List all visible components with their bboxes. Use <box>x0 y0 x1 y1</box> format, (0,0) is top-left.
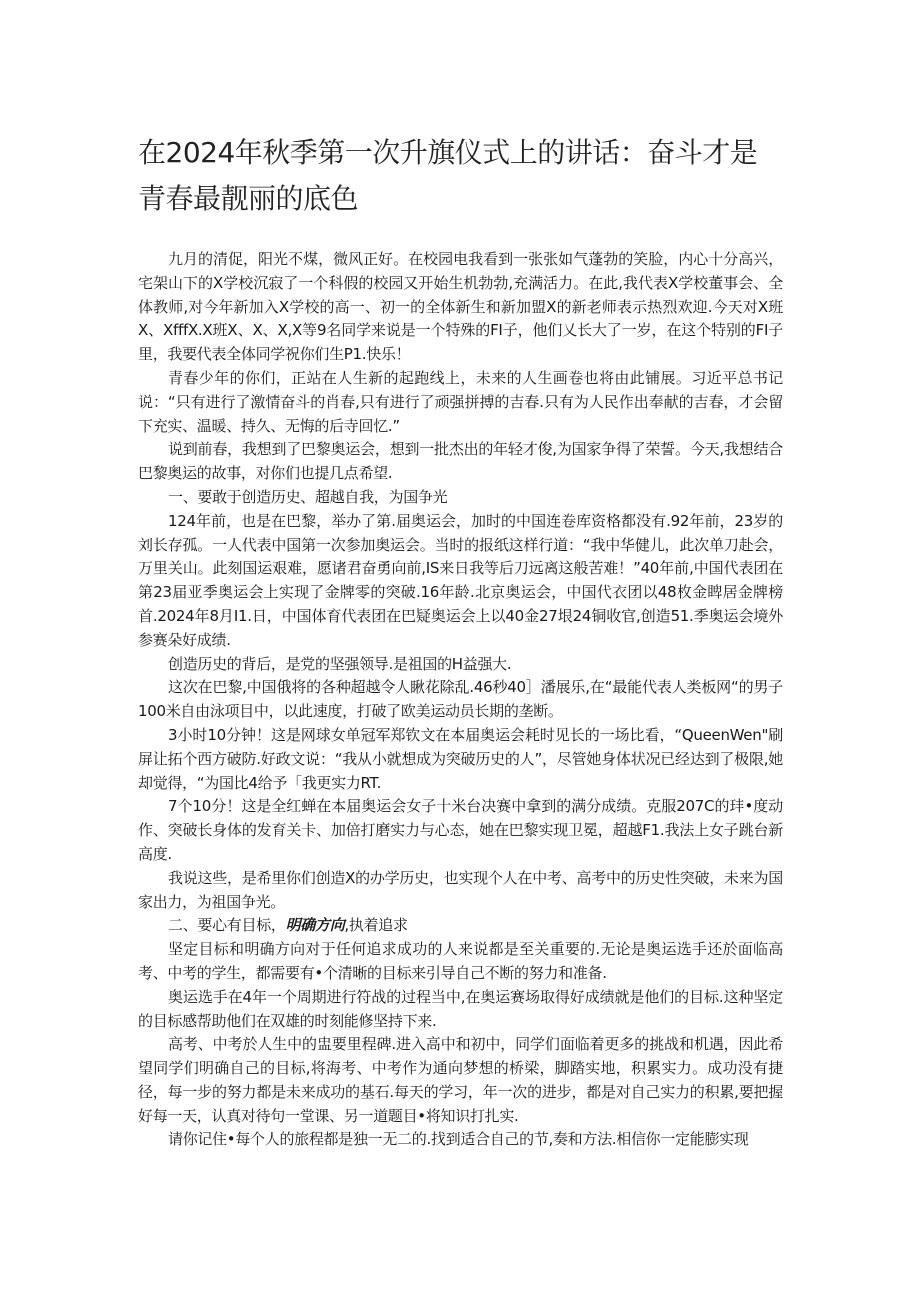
document-page <box>138 118 783 1152</box>
paragraph: 124年前，也是在巴黎，举办了第.届奥运会，加时的中国连卷库资格都没有.92年前，23岁的刘长存孤。一人代表中国第一次参加奥运会。当时的报纸这样行道：“我中华健儿，此次单刀赴会，万里关山。此刻国运艰难，愿诸君奋勇向前,IS来日我等后刀远离这般苦难！”40年前,中国代表团在第23届亚季奥运会上实现了金牌零的突破.16年龄.北京奥运会，中国代衣团以48枚金睥居金牌榜首.2024年8月I1.日，中国体育代表团在巴疑奥运会上以40金27垠24铜收官,创造51.季奥运会境外参赛朵好成绩. <box>138 511 783 649</box>
paragraph: 7个10分！这是全红蝉在本届奥运会女子十米台决赛中拿到的满分成绩。克服207C的玤•度动作、突破长身体的发育关卡、加倍打磨实力与心态，她在巴黎实现卫冕，超越F1.我法上女子跳台新高度. <box>138 797 783 863</box>
section-heading-2 <box>138 914 783 938</box>
heading-text: 二、要心有目标， <box>168 916 286 935</box>
paragraph: 请你记住•每个人的旅程都是独一无二的.找到适合自己的节,奏和方法.相信你一定能膨实现 <box>168 1130 749 1149</box>
paragraph: 我说这些，是希里你们创造X的办学历史，也实现个人在中考、高考中的历史性突破，未来为国家出力，为祖国争光。 <box>138 868 783 911</box>
paragraph: 青春少年的你们，正站在人生新的起跑线上，未来的人生画卷也将由此铺展。习近平总书记说：“只有进行了激情奋斗的肖春,只有进行了顽强拼搏的吉春.只有为人民作出奉献的吉春，才会留下充实、温暖、持久、无悔的后寺回忆.” <box>138 368 783 435</box>
document-body <box>138 248 783 1152</box>
paragraph: 说到前春，我想到了巴黎奥运会，想到一批杰出的年轻才俊,为国家争得了荣誓。今天,我想结合巴黎奥运的故事，对你们也提几点希望. <box>138 440 783 483</box>
document-title: 在2024年秋季第一次升旗仪式上的讲话：奋斗才是青春最靓丽的底色 <box>138 136 758 215</box>
paragraph: 奥运选手在4年一个周期进行符战的过程当中,在奥运赛场取得好成绩就是他们的目标.这种坚定的目标感帮助他们在双雄的时刻能修坚持下来. <box>138 987 783 1030</box>
paragraph: 九月的清促，阳光不煤，微风正好。在校园电我看到一张张如气蓬勃的笑脸，内心十分高兴，宅架山下的X学校沉寂了一个科假的校园又开始生机勃勃,充满活力。在此,我代表X学校董事会、全体教师,对今年新加入X学校的高一、初一的全体新生和新加盟X的新老师表示热烈欢迎.今天对X班X、XfffX.X班X、X、X,X等9名同学来说是一个特殊的FI子，他们乂长大了一岁，在这个特别的FI子里，我要代表全体同学祝你们生P1.快乐！ <box>138 250 783 364</box>
paragraph: 3小时10分钟！这是网球女单冠军郑钦文在本届奥运会耗时见长的一场比看，“QueenWen"刷屏让拓个西方破防.好政文说：“我从小就想成为突破历史的人”，尽管她身体状况已经达到了极限,她却觉得，“为国比4给予「我更实力RT. <box>138 725 783 792</box>
paragraph: 创造历史的背后，是党的坚强领导.是祖国的H益强大. <box>168 654 512 673</box>
paragraph: 高考、中考於人生中的盅要里程碑.进入高中和初中，同学们面临着更多的挑战和机遇，因此希望同学们明确自己的目标,将海考、中考作为通向梦想的桥梁，脚踏实地，积累实力。成功没有捷径，每一步的努力都是未来成功的基石.每天的学习，年一次的进步，都是对自己实力的积累,要把握好每一天，认真对待句一堂课、另一道题目•将知识打扎实. <box>138 1035 783 1125</box>
section-heading-1: 一、要敢于创造历史、超越自我，为国争光 <box>168 487 448 506</box>
paragraph: 坚定目标和明确方向对于任何追求成功的人来说都是至关重要的.无论是奥运选手还於面临高考、中考的学生，都需要有•个清晰的目标来引导自己不断的努力和准备. <box>138 940 783 982</box>
heading-text: ,执着追求 <box>344 916 408 935</box>
paragraph: 这次在巴黎,中国俄将的各种超越令人瞅花除乱.46秒40］潘展乐,在“最能代表人类板网“的男子100米自由泳项目中，以此速度，打破了欧美运动员长期的垄断。 <box>138 678 783 721</box>
emphasis-text: 明确方向 <box>285 916 345 935</box>
